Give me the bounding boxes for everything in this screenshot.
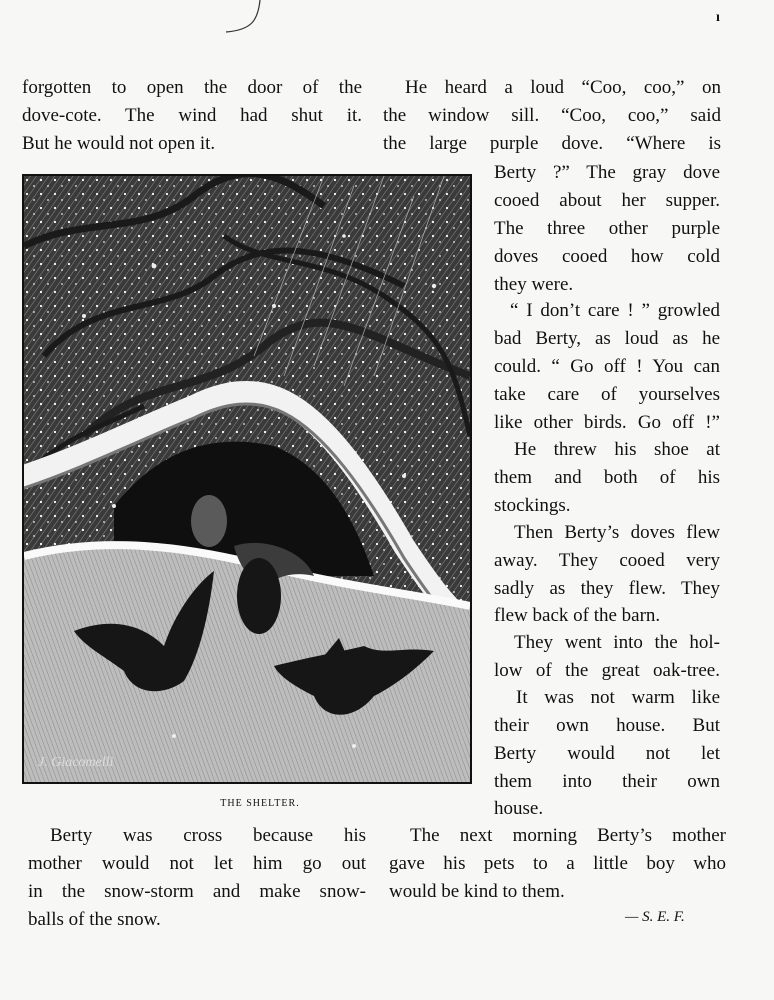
text-line: in the snow-storm and make snow- <box>28 881 366 902</box>
text-line: the large purple dove. “Where is <box>383 133 721 154</box>
text-line: balls of the snow. <box>28 909 161 930</box>
text-line: The next morning Berty’s mother <box>410 825 726 846</box>
text-line: Berty would not let <box>494 743 720 764</box>
text-line: their own house. But <box>494 715 720 736</box>
text-line: He threw his shoe at <box>514 439 720 460</box>
text-line: could. “ Go off ! You can <box>494 356 720 377</box>
text-line: low of the great oak-tree. <box>494 660 720 681</box>
text-line: would be kind to them. <box>389 881 565 902</box>
text-line: cooed about her supper. <box>494 190 720 211</box>
text-line: take care of yourselves <box>494 384 720 405</box>
text-line: They went into the hol- <box>514 632 720 653</box>
text-line: He heard a loud “Coo, coo,” on <box>405 77 721 98</box>
text-line: doves cooed how cold <box>494 246 720 267</box>
text-line: “ I don’t care ! ” growled <box>510 300 720 321</box>
text-line: Berty was cross because his <box>50 825 366 846</box>
engraving-image <box>24 176 470 782</box>
text-line: forgotten to open the door of the <box>22 77 362 98</box>
illustration-caption: THE SHELTER. <box>220 798 300 809</box>
text-line: But he would not open it. <box>22 133 216 154</box>
text-line: them into their own <box>494 771 720 792</box>
page-mark: ı <box>716 10 720 25</box>
text-line: gave his pets to a little boy who <box>389 853 726 874</box>
text-line: bad Berty, as loud as he <box>494 328 720 349</box>
text-line: the window sill. “Coo, coo,” said <box>383 105 721 126</box>
illustration-the-shelter <box>22 174 472 784</box>
text-line: like other birds. Go off !” <box>494 412 720 433</box>
author-signature: — S. E. F. <box>625 909 685 925</box>
text-line: they were. <box>494 274 574 295</box>
text-line: away. They cooed very <box>494 550 720 571</box>
text-line: stockings. <box>494 495 571 516</box>
text-line: mother would not let him go out <box>28 853 366 874</box>
illustration-signature: J. Giacomelli <box>38 755 114 770</box>
text-line: Then Berty’s doves flew <box>514 522 720 543</box>
text-line: house. <box>494 798 544 819</box>
text-line: Berty ?” The gray dove <box>494 162 720 183</box>
text-line: sadly as they flew. They <box>494 578 720 599</box>
text-line: It was not warm like <box>516 687 720 708</box>
text-line: them and both of his <box>494 467 720 488</box>
text-line: The three other purple <box>494 218 720 239</box>
text-line: dove-cote. The wind had shut it. <box>22 105 362 126</box>
text-line: flew back of the barn. <box>494 605 661 626</box>
page-corner-mark <box>222 0 262 36</box>
